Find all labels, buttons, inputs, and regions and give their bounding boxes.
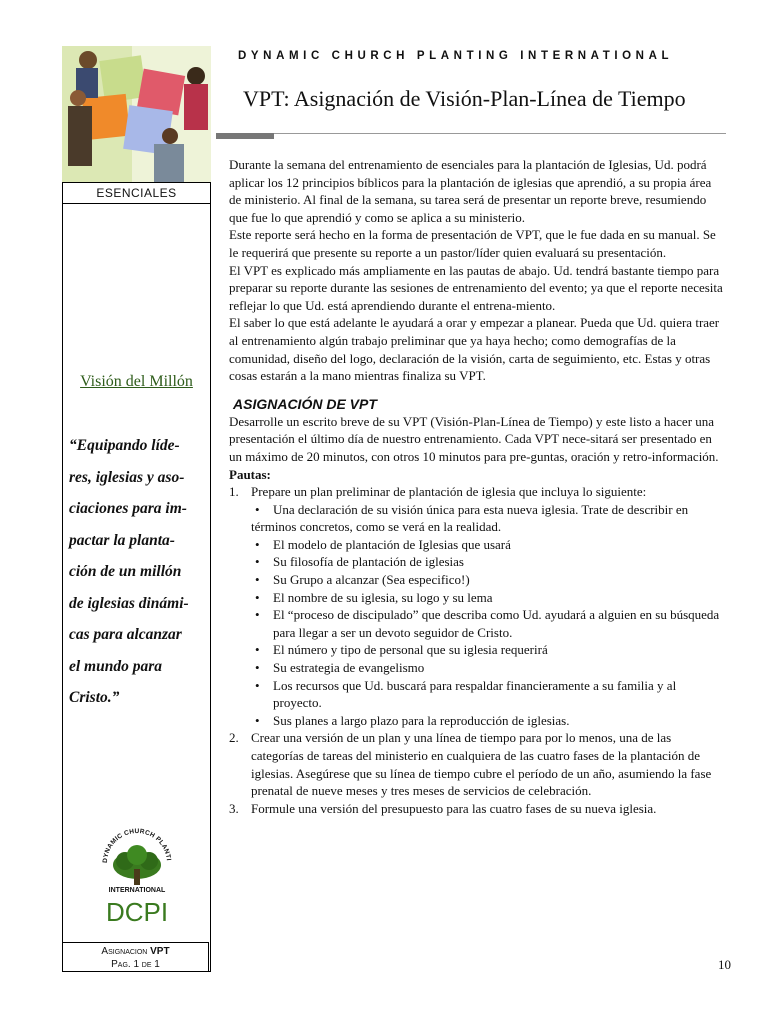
intro-paragraph: El VPT es explicado más ampliamente en las pautas de abajo. Ud. tendrá bastante tiempo para preparar su reporte durante las sesiones de entrenamiento del evento; ya que el reporte necesita reflejar lo que Ud. está aprendiendo durante el entrena-miento. (229, 262, 723, 313)
puzzle-people-image (62, 46, 211, 182)
logo-band-text: INTERNATIONAL (108, 887, 166, 894)
footer-doc-name: Asignacion (101, 946, 148, 957)
footer-page-info: Pag. 1 de 1 (111, 959, 160, 970)
title-rule (274, 133, 726, 134)
step-text: Crear una versión de un plan y una línea de tiempo para por lo menos, una de las categorías de tareas del ministerio en cualquiera de las cuatro fases de la plantación de iglesias. Asegúrese que su línea de tiempo cubre el período de un año, asumiendo la fase prenatal de nueve meses y tres meses de servicios de celebración. (251, 730, 712, 799)
vision-quote: “Equipando líde- res, iglesias y aso- ciaciones para im- pactar la planta- ción de un millón de iglesias dinámi- cas para alcanzar el mundo para Cristo.” (69, 437, 189, 706)
bullet-item: • Una declaración de su visión única para esta nueva iglesia. Trate de describir en términos concretos, como se verá en la realidad. (251, 501, 689, 535)
sidebar (62, 46, 211, 972)
bullet-item: • Su Grupo a alcanzar (Sea especifico!) (255, 572, 470, 588)
pautas-label: Pautas: (229, 466, 271, 482)
step-item (229, 800, 725, 818)
bullet-item: • El modelo de plantación de Iglesias que usará (255, 536, 511, 552)
page-footer-box (62, 942, 209, 972)
step-item (229, 483, 725, 729)
page-title: VPT: Asignación de Visión-Plan-Línea de Tiempo (243, 86, 686, 111)
bullet-item: • Los recursos que Ud. buscará para respaldar financieramente a su familia y al proyecto. (255, 677, 677, 711)
step-text: Formule una versión del presupuesto para las cuatro fases de su nueva iglesia. (251, 800, 657, 816)
bullet-item: • El “proceso de discipulado” que describa como Ud. ayudará a alguien en su búsqueda para llegar a ser un devoto seguidor de Cristo. (255, 607, 720, 640)
footer-doc-code: VPT (150, 946, 170, 957)
step-number: 1. (229, 484, 239, 500)
intro-paragraph: El saber lo que está adelante le ayudará a orar y empezar a planear. Pueda que Ud. quiera traer al entrenamiento algún trabajo preliminar que ya haya hecho; como demografías de la comunidad, diseño del logo, declaración de la visión, carta de seguimiento, etc. Estas y otras cosas estarán a la mano mientras finaliza su VPT. (229, 315, 720, 384)
bullet-item: • Su estrategia de evangelismo (255, 660, 425, 676)
page-number: 10 (718, 957, 731, 972)
step-number: 2. (229, 730, 239, 746)
bullet-item: • El número y tipo de personal que su iglesia requerirá (255, 642, 548, 658)
dcpi-logo (99, 823, 175, 927)
logo-text: DCPI (105, 897, 169, 927)
steps-list (229, 483, 725, 817)
intro-paragraph: Este reporte será hecho en la forma de presentación de VPT, que le fue dada en su manual. Se le requerirá que presente su reporte a un pastor/líder quien evaluará su presentación. (229, 227, 716, 260)
step-number: 3. (229, 800, 239, 816)
sidebar-box (62, 182, 211, 972)
section-paragraph: Desarrolle un escrito breve de su VPT (Visión-Plan-Línea de Tiempo) y este listo a hacer una presentación el último día de nuestro entrenamiento. Cada VPT nece-sitará ser presentado en un máximo de 20 minutos, con otros 10 minutos para pre-guntas, oración y retro-información. (229, 413, 719, 464)
bullet-item: • Sus planes a largo plazo para la reproducción de iglesias. (255, 712, 570, 728)
section-heading: ASIGNACIÓN DE VPT (233, 395, 377, 412)
bullet-list (251, 501, 725, 730)
bullet-item: • Su filosofía de plantación de iglesias (255, 554, 464, 570)
logo-arc-text: DYNAMIC CHURCH PLANTI (101, 827, 172, 864)
step-text: Prepare un plan preliminar de plantación de iglesia que incluya lo siguiente: (251, 484, 647, 500)
organization-name: DYNAMIC CHURCH PLANTING INTERNATIONAL (238, 50, 674, 62)
title-rule-accent (216, 133, 274, 139)
main-content (229, 156, 725, 817)
intro-paragraph: Durante la semana del entrenamiento de esenciales para la plantación de Iglesias, Ud. podrá aplicar los 12 principios bíblicos para la plantación de iglesias que aprendió, a su propia área de ministerio. Al final de la semana, su tarea será de presentar un reporte breve, resumiendo que fue lo que aprendió y como se aplica a su ministerio. (229, 157, 712, 225)
section-label: ESENCIALES (63, 183, 210, 204)
step-item (229, 729, 725, 799)
vision-title: Visión del Millón (80, 373, 193, 390)
bullet-item: • El nombre de su iglesia, su logo y su lema (255, 589, 493, 605)
